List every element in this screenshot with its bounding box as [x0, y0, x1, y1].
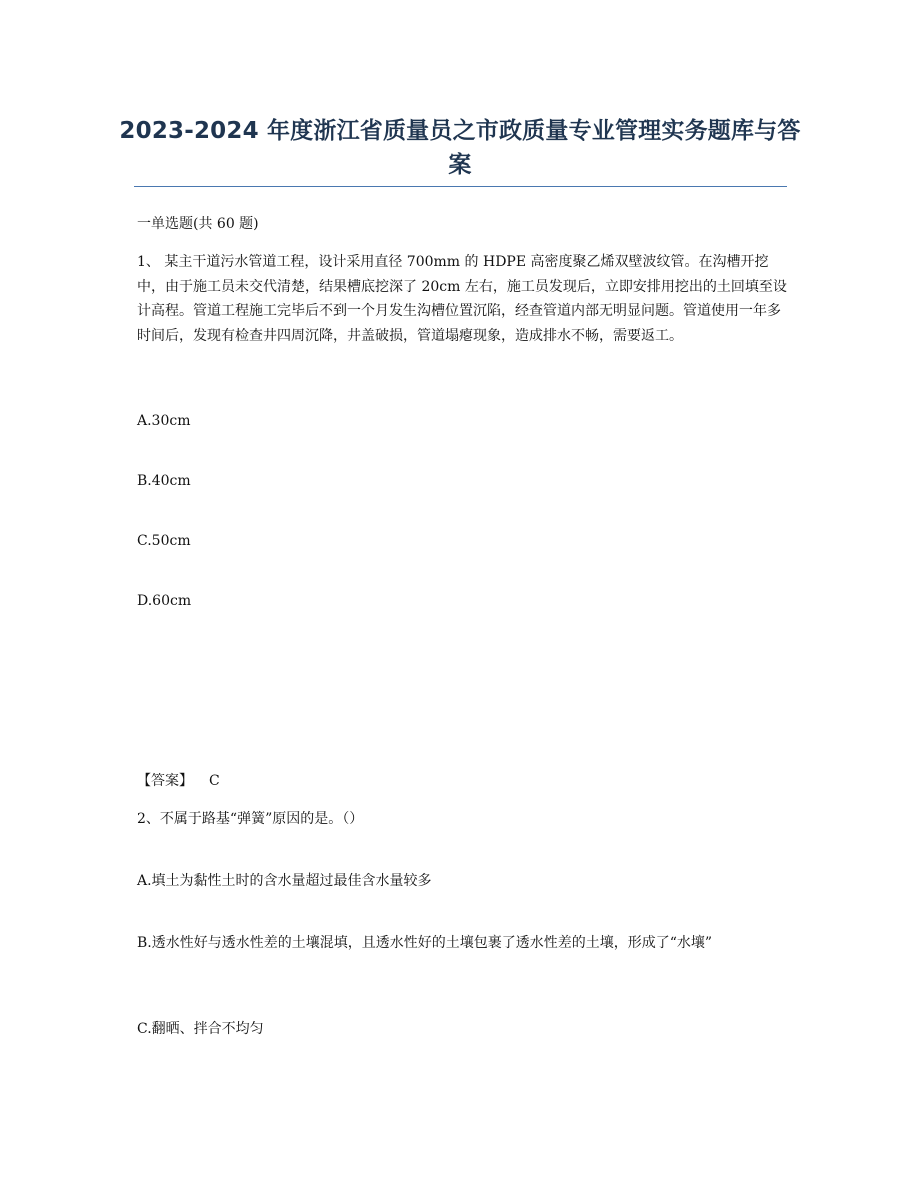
answer-label: 【答案】	[137, 773, 193, 789]
question-2-stem: 2、不属于路基“弹簧”原因的是。（）	[137, 811, 364, 827]
question-1-option-d: D.60cm	[137, 593, 192, 609]
question-1-option-c: C.50cm	[137, 533, 191, 549]
title-divider	[134, 186, 787, 187]
question-2-option-b: B.透水性好与透水性差的土壤混填，且透水性好的土壤包裹了透水性差的土壤，形成了“水壤”	[137, 935, 713, 951]
section-label: 一单选题(共 60 题)	[137, 216, 259, 232]
question-1-option-b: B.40cm	[137, 473, 191, 489]
document-title: 2023-2024 年度浙江省质量员之市政质量专业管理实务题库与答案	[119, 118, 801, 178]
question-1-option-a: A.30cm	[137, 413, 191, 429]
question-2-option-a: A.填土为黏性土时的含水量超过最佳含水量较多	[137, 873, 432, 889]
question-1-answer	[137, 769, 787, 794]
question-1-stem: 1、 某主干道污水管道工程，设计采用直径 700mm 的 HDPE 高密度聚乙烯双壁波纹管。在沟槽开挖中，由于施工员未交代清楚，结果槽底挖深了 20cm 左右，施工员发现后，立即安排用挖出的土回填至设计高程。管道工程施工完毕后不到一个月发生沟槽位置沉陷，经查管道内部无明显问题。管道使用一年多时间后，发现有检查井四周沉降，井盖破损，管道塌瘪现象，造成排水不畅，需要返工。	[137, 254, 787, 344]
question-2-option-c: C.翻晒、拌合不均匀	[137, 1021, 264, 1037]
answer-value: C	[209, 773, 220, 789]
